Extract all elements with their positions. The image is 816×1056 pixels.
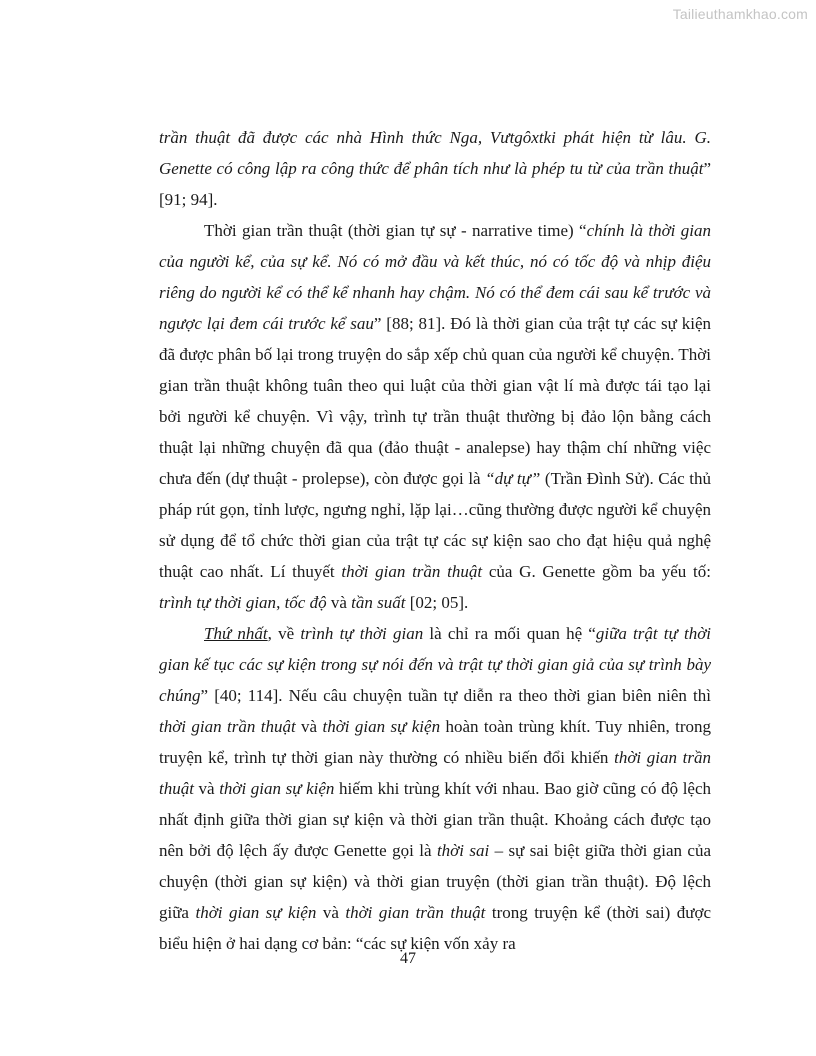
term-italic: thời gian trần thuật [159, 717, 296, 736]
term-italic: thời gian trần thuật [345, 903, 486, 922]
text-run: và [193, 779, 220, 798]
heading-underlined [204, 624, 268, 643]
term-italic: thời gian sự kiện [219, 779, 335, 798]
term-italic: thời sai [436, 841, 490, 860]
text-run: của G. Genette gồm ba yếu tố: [482, 562, 711, 581]
term-italic: thời gian trần thuật [341, 562, 483, 581]
text-run: , [276, 593, 285, 612]
text-run: ” [88; 81]. Đó là thời gian của trật tự các sự kiện đã được phân bố lại trong truyện do sắp xếp chủ quan của người kể chuyện. Thời gian trần thuật không tuân theo qui luật của thời gian vật lí mà được tái tạo lại bởi người kể chuyện. Vì vậy, trình tự trần thuật thường bị đảo lộn bằng cách thuật lại những chuyện đã qua (đảo thuật - analepse) hay thậm chí những việc chưa đến (dự thuật - prolepse), còn được gọi là [159, 314, 711, 488]
page-number: 47 [400, 950, 416, 967]
text-run: Thời gian trần thuật (thời gian tự sự - narrative time) “ [204, 221, 587, 240]
paragraph-2 [159, 215, 711, 618]
text-run: ” [40; 114]. Nếu câu chuyện tuần tự diễn ra theo thời gian biên niên thì [200, 686, 711, 705]
text-run: và [326, 593, 352, 612]
term-italic: thời gian sự kiện [195, 903, 317, 922]
text-run: (Trần Đình Sử). Các thủ pháp rút gọn, tỉnh lược, ngưng nghỉ, lặp lại…cũng thường được người kể chuyện sử dụng để tổ chức thời gian của trật tự các sự kiện sao cho đạt hiệu quả nghệ thuật cao nhất. Lí thuyết [159, 469, 711, 581]
term-italic: tốc độ [284, 593, 327, 612]
text-run: và [316, 903, 346, 922]
citation: [02; 05]. [405, 593, 469, 612]
watermark: Tailieuthamkhao.com [672, 6, 808, 22]
text-run: là chỉ ra mối quan hệ “ [423, 624, 596, 643]
text-run: – sự sai biệt giữa thời gian của chuyện (thời gian sự kiện) và thời gian truyện (thời gian trần thuật). Độ lệch giữa [159, 841, 712, 922]
quote-italic: giữa trật tự thời gian kế tục các sự kiện trong sự nói đến và trật tự thời gian giả của sự trình bày chúng [159, 624, 711, 705]
term-italic: thời gian trần thuật [159, 748, 711, 798]
term-italic: “dự tự” [485, 469, 541, 488]
quote-italic: trần thuật đã được các nhà Hình thức Nga, Vưtgôxtki phát hiện từ lâu. G. Genette có công lập ra công thức để phân tích như là phép tu từ của trần thuật [159, 128, 711, 178]
text-run: và [295, 717, 323, 736]
text-run: , về [267, 624, 301, 643]
term-italic: thời gian sự kiện [322, 717, 441, 736]
paragraph-1 [159, 122, 711, 215]
quote-italic: chính là thời gian của người kể, của sự kể. Nó có mở đầu và kết thúc, nó có tốc độ và nhịp điệu riêng do người kể có thể kể nhanh hay chậm. Nó có thể đem cái sau kể trước và ngược lại đem cái trước kể sau [159, 221, 711, 333]
paragraph-3 [159, 618, 711, 959]
term-italic: trình tự thời gian [159, 593, 277, 612]
text-run: trong truyện kể (thời sai) được biểu hiện ở hai dạng cơ bản: “các sự kiện vốn xảy ra [159, 903, 711, 953]
term-italic: tần suất [351, 593, 406, 612]
text-run: hoàn toàn trùng khít. Tuy nhiên, trong truyện kể, trình tự thời gian này thường có nhiều biến đổi khiến [159, 717, 712, 767]
heading-text: Thứ nhất [204, 624, 268, 643]
citation: ” [91; 94]. [159, 159, 711, 209]
page-body [159, 122, 711, 959]
text-run: hiếm khi trùng khít với nhau. Bao giờ cũng có độ lệch nhất định giữa thời gian sự kiện và thời gian trần thuật. Khoảng cách được tạo nên bởi độ lệch ấy được Genette gọi là [159, 779, 712, 860]
term-italic: trình tự thời gian [300, 624, 424, 643]
